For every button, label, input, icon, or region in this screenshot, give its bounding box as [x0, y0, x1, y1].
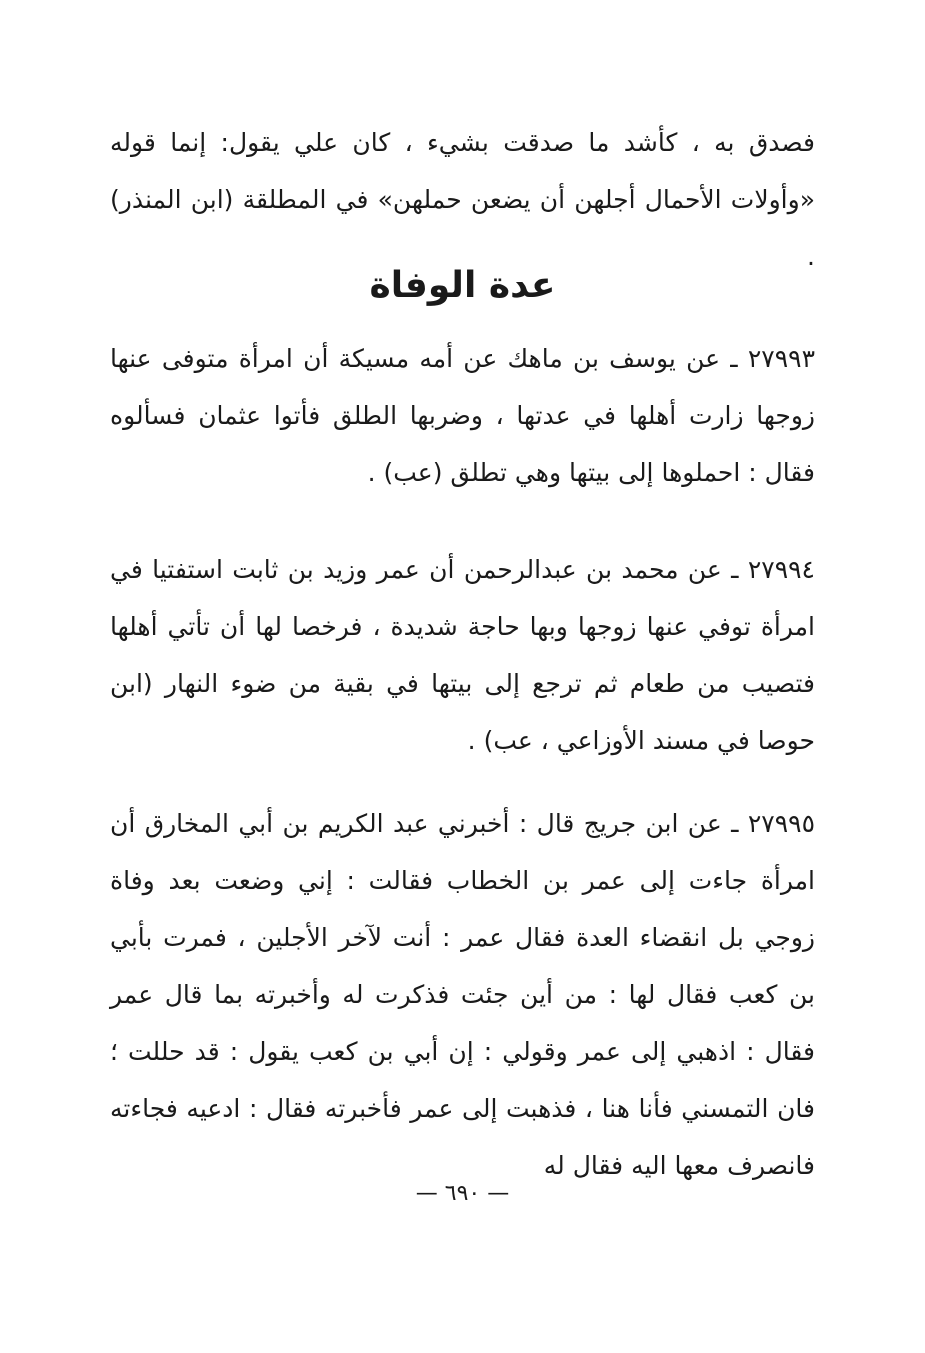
hadith-27993 — [110, 330, 815, 501]
hadith-text: ـ عن محمد بن عبدالرحمن أن عمر وزيد بن ثابت استفتيا في امرأة توفي عنها زوجها وبها حاجة شديدة ، فرخصا لها أن تأتي أهلها فتصيب من طعام ثم ترجع إلى بيتها في بقية من ضوء النهار (ابن حوصا في مسند الأوزاعي ، عب) . — [110, 555, 815, 755]
hadith-text: ـ عن يوسف بن ماهك عن أمه مسيكة أن امرأة متوفى عنها زوجها زارت أهلها في عدتها ، وضربها الطلق فأتوا عثمان فسألوه فقال : احملوها إلى بيتها وهي تطلق (عب) . — [110, 344, 815, 487]
hadith-text: ـ عن ابن جريج قال : أخبرني عبد الكريم بن أبي المخارق أن امرأة جاءت إلى عمر بن الخطاب فقالت : إني وضعت بعد وفاة زوجي بل انقضاء العدة فقال عمر : أنت لآخر الأجلين ، فمرت بأبي بن كعب فقال لها : من أين جئت فذكرت له وأخبرته بما قال عمر فقال : اذهبي إلى عمر وقولي : إن أبي بن كعب يقول : قد حللت ؛ فان التمسني فأنا هنا ، فذهبت إلى عمر فأخبرته فقال : ادعيه فجاءته فانصرف معها اليه فقال له — [110, 809, 815, 1180]
page-number: — ٦٩٠ — — [415, 1181, 510, 1206]
hadith-number: ٢٧٩٩٤ — [747, 555, 815, 584]
hadith-number: ٢٧٩٩٥ — [747, 809, 815, 838]
intro-paragraph: فصدق به ، كأشد ما صدقت بشيء ، كان علي يقول: إنما قوله «وأولات الأحمال أجلهن أن يضعن حملهن» في المطلقة (ابن المنذر) . — [110, 128, 815, 271]
hadith-number: ٢٧٩٩٣ — [747, 344, 815, 373]
section-heading: عدة الوفاة — [369, 265, 556, 306]
hadith-27994 — [110, 541, 815, 769]
hadith-27995 — [110, 795, 815, 1194]
